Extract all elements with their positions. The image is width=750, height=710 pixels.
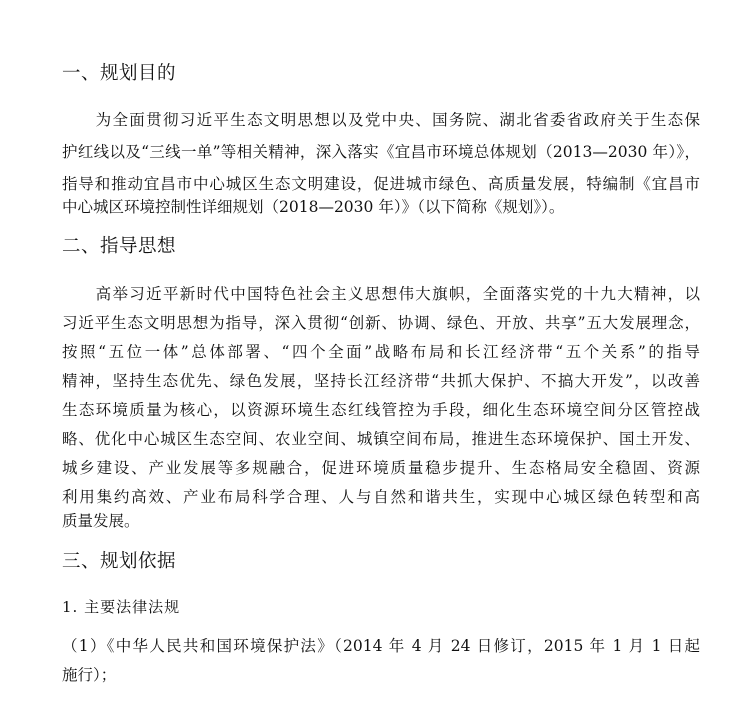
paragraph-line: 施行）； <box>62 666 117 684</box>
paragraph-line: 略、优化中心城区生态空间、农业空间、城镇空间布局，推进生态环境保护、国土开发、 <box>62 430 700 448</box>
section-heading-guiding-ideology: 二、指导思想 <box>62 236 177 257</box>
paragraph-line: 按照“五位一体”总体部署、“四个全面”战略布局和长江经济带“五个关系”的指导 <box>62 343 700 361</box>
paragraph-line: （1）《中华人民共和国环境保护法》（2014 年 4 月 24 日修订，2015 年 1 月 1 日起 <box>62 637 700 655</box>
section-heading-planning-basis: 三、规划依据 <box>62 551 177 572</box>
subsection-heading-laws: 1. 主要法律法规 <box>62 598 181 616</box>
paragraph-line: 精神，坚持生态优先、绿色发展，坚持长江经济带“共抓大保护、不搞大开发”，以改善 <box>62 372 700 390</box>
paragraph-line: 质量发展。 <box>62 512 140 530</box>
paragraph-line: 习近平生态文明思想为指导，深入贯彻“创新、协调、绿色、开放、共享”五大发展理念， <box>62 314 700 332</box>
paragraph-line: 指导和推动宜昌市中心城区生态文明建设，促进城市绿色、高质量发展，特编制《宜昌市 <box>62 175 700 193</box>
paragraph-line: 护红线以及“三线一单”等相关精神，深入落实《宜昌市环境总体规划（2013—2030 年）》， <box>62 143 700 161</box>
paragraph-line: 高举习近平新时代中国特色社会主义思想伟大旗帜，全面落实党的十九大精神，以 <box>62 285 700 303</box>
paragraph-line: 为全面贯彻习近平生态文明思想以及党中央、国务院、湖北省委省政府关于生态保 <box>62 111 700 129</box>
section-heading-purpose: 一、规划目的 <box>62 63 177 84</box>
paragraph-line: 中心城区环境控制性详细规划（2018—2030 年）》（以下简称《规划》）。 <box>62 198 565 216</box>
paragraph-line: 城乡建设、产业发展等多规融合，促进环境质量稳步提升、生态格局安全稳固、资源 <box>62 459 700 477</box>
paragraph-line: 生态环境质量为核心，以资源环境生态红线管控为手段，细化生态环境空间分区管控战 <box>62 401 700 419</box>
paragraph-line: 利用集约高效、产业布局科学合理、人与自然和谐共生，实现中心城区绿色转型和高 <box>62 488 700 506</box>
